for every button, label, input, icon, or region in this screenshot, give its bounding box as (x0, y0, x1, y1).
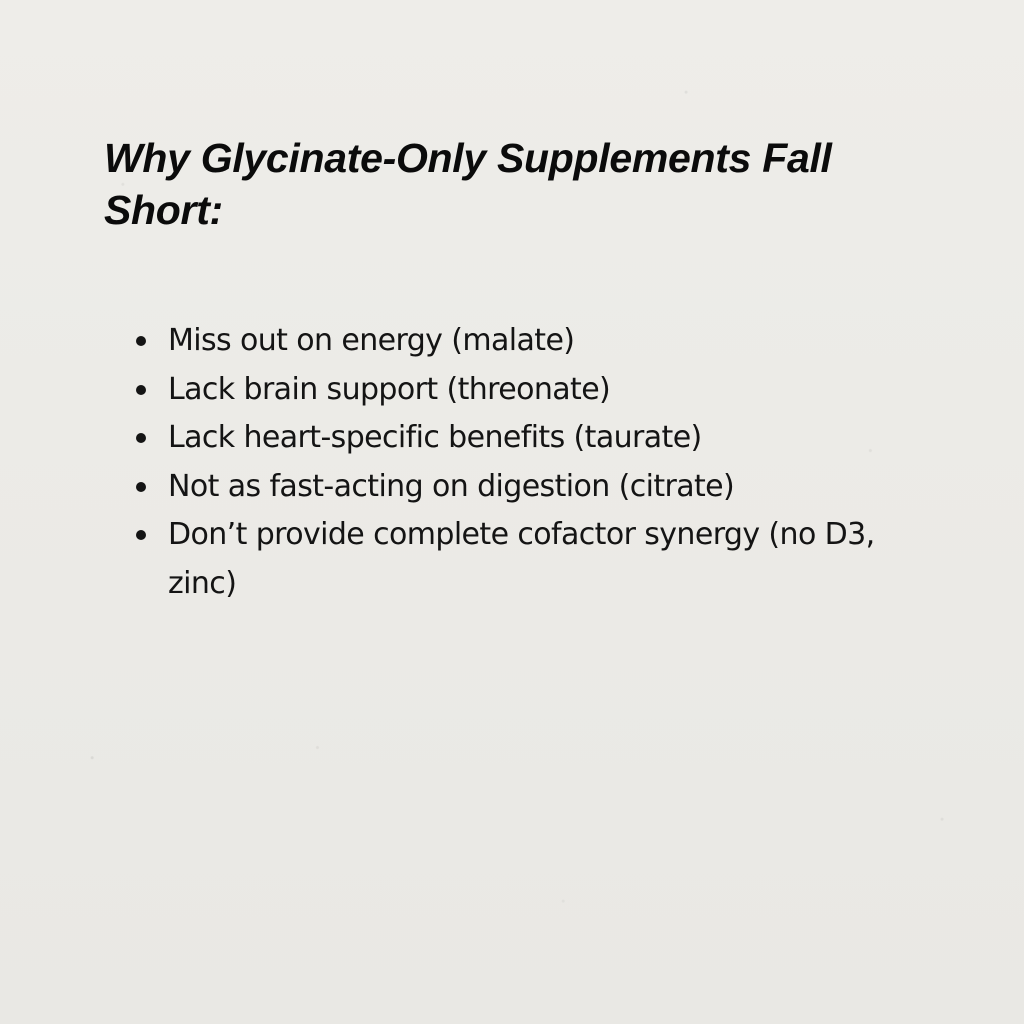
list-item (136, 317, 936, 366)
bullet-icon (136, 433, 146, 443)
list-item-text: Lack brain support (threonate) (168, 371, 611, 407)
bullet-list (136, 317, 936, 608)
list-item-text: Not as fast-acting on digestion (citrate) (168, 468, 735, 504)
bullet-icon (136, 530, 146, 540)
list-item (136, 366, 936, 415)
list-item (136, 414, 936, 463)
bullet-icon (136, 385, 146, 395)
list-item (136, 463, 936, 512)
bullet-icon (136, 336, 146, 346)
list-item-text: Don’t provide complete cofactor synergy (no D3, zinc) (168, 517, 875, 601)
page-title: Why Glycinate-Only Supplements Fall Short: (104, 135, 832, 233)
bullet-icon (136, 482, 146, 492)
list-item (136, 511, 936, 608)
list-item-text: Miss out on energy (malate) (168, 323, 575, 358)
list-item-text: Lack heart-specific benefits (taurate) (168, 420, 702, 455)
